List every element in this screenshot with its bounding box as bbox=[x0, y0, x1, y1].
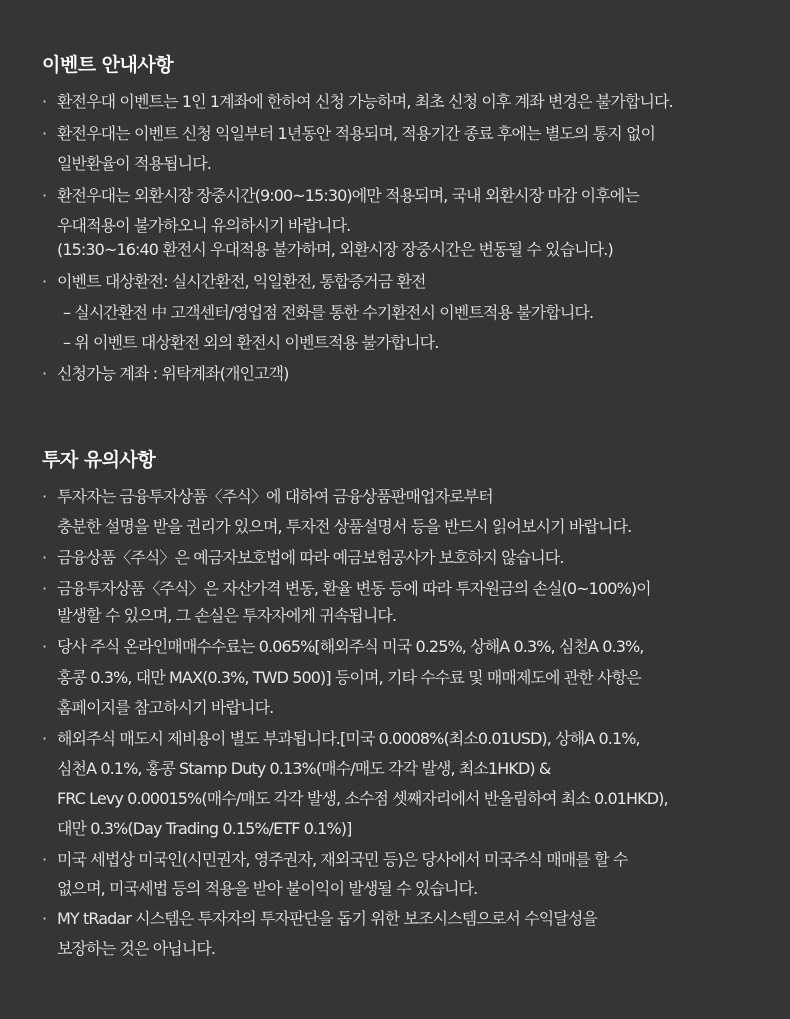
event-notice-line: 일반환율이 적용됩니다. bbox=[57, 154, 211, 173]
investment-notice-line: 홍콩 0.3%, 대만 MAX(0.3%, TWD 500)] 등이며, 기타 수수료 및 매매제도에 관한 사항은 bbox=[57, 668, 641, 687]
investment-notice-line: 금융상품〈주식〉은 예금자보호법에 따라 예금보험공사가 보호하지 않습니다. bbox=[57, 548, 564, 567]
investment-notice-line: 당사 주식 온라인매매수수료는 0.065%[해외주식 미국 0.25%, 상해A 0.3%, 심천A 0.3%, bbox=[57, 637, 644, 656]
investment-notice-line: 보장하는 것은 아닙니다. bbox=[57, 939, 216, 958]
investment-notice-line: 발생할 수 있으며, 그 손실은 투자자에게 귀속됩니다. bbox=[57, 606, 397, 625]
bullet-icon: · bbox=[42, 909, 48, 928]
bullet-icon: · bbox=[42, 92, 48, 111]
event-notice-line: 환전우대는 외환시장 장중시간(9:00~15:30)에만 적용되며, 국내 외환시장 마감 이후에는 bbox=[57, 186, 639, 205]
bullet-icon: · bbox=[42, 637, 48, 656]
investment-notice-line: FRC Levy 0.00015%(매수/매도 각각 발생, 소수점 셋째자리에서 반올림하여 최소 0.01HKD), bbox=[57, 789, 668, 808]
investment-notice-line: 없으며, 미국세법 등의 적용을 받아 불이익이 발생될 수 있습니다. bbox=[57, 879, 478, 898]
event-notice-title: 이벤트 안내사항 bbox=[42, 54, 174, 76]
bullet-icon: · bbox=[42, 364, 48, 383]
event-notice-line: 환전우대 이벤트는 1인 1계좌에 한하여 신청 가능하며, 최초 신청 이후 계좌 변경은 불가합니다. bbox=[57, 92, 673, 111]
investment-notice-line: 심천A 0.1%, 홍콩 Stamp Duty 0.13%(매수/매도 각각 발생, 최소1HKD) & bbox=[57, 759, 551, 778]
event-notice-subline: – 실시간환전 中 고객센터/영업점 전화를 통한 수기환전시 이벤트적용 불가합니다. bbox=[63, 303, 594, 322]
investment-notice-line: 투자자는 금융투자상품〈주식〉에 대하여 금융상품판매업자로부터 bbox=[57, 487, 493, 506]
bullet-icon: · bbox=[42, 548, 48, 567]
bullet-icon: · bbox=[42, 487, 48, 506]
investment-notice-line: MY tRadar 시스템은 투자자의 투자판단을 돕기 위한 보조시스템으로서 수익달성을 bbox=[57, 909, 597, 928]
bullet-icon: · bbox=[42, 272, 48, 291]
investment-notice-title: 투자 유의사항 bbox=[42, 449, 156, 471]
investment-notice-line: 홈페이지를 참고하시기 바랍니다. bbox=[57, 698, 274, 717]
investment-notice-line: 미국 세법상 미국인(시민권자, 영주권자, 재외국민 등)은 당사에서 미국주식 매매를 할 수 bbox=[57, 850, 628, 869]
investment-notice-line: 금융투자상품〈주식〉은 자산가격 변동, 환율 변동 등에 따라 투자원금의 손실(0~100%)이 bbox=[57, 579, 651, 598]
bullet-icon: · bbox=[42, 124, 48, 143]
event-notice-subline: – 위 이벤트 대상환전 외의 환전시 이벤트적용 불가합니다. bbox=[63, 333, 439, 352]
event-notice-line: 우대적용이 불가하오니 유의하시기 바랍니다. bbox=[57, 216, 351, 235]
investment-notice-line: 충분한 설명을 받을 권리가 있으며, 투자전 상품설명서 등을 반드시 읽어보시기 바랍니다. bbox=[57, 517, 632, 536]
bullet-icon: · bbox=[42, 579, 48, 598]
bullet-icon: · bbox=[42, 186, 48, 205]
event-notice-line: 신청가능 계좌 : 위탁계좌(개인고객) bbox=[57, 364, 289, 383]
bullet-icon: · bbox=[42, 729, 48, 748]
event-notice-line: 이벤트 대상환전: 실시간환전, 익일환전, 통합증거금 환전 bbox=[57, 272, 426, 291]
event-notice-line: 환전우대는 이벤트 신청 익일부터 1년동안 적용되며, 적용기간 종료 후에는 별도의 통지 없이 bbox=[57, 124, 656, 143]
investment-notice-line: 대만 0.3%(Day Trading 0.15%/ETF 0.1%)] bbox=[57, 819, 352, 838]
bullet-icon: · bbox=[42, 850, 48, 869]
investment-notice-line: 해외주식 매도시 제비용이 별도 부과됩니다.[미국 0.0008%(최소0.01USD), 상해A 0.1%, bbox=[57, 729, 640, 748]
event-notice-line: (15:30~16:40 환전시 우대적용 불가하며, 외환시장 장중시간은 변동될 수 있습니다.) bbox=[57, 240, 613, 259]
